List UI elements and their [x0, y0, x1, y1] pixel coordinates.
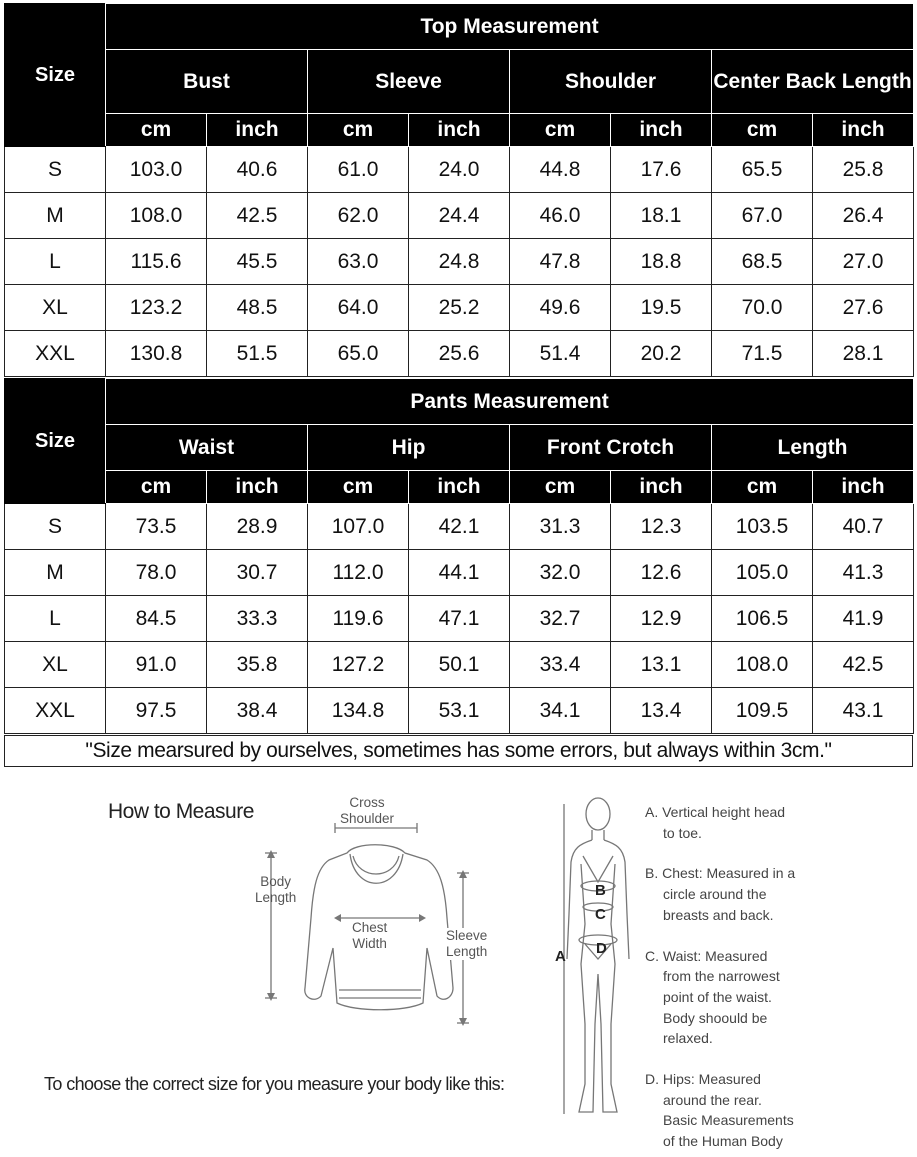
table-cell: 40.6 [207, 147, 308, 193]
table-cell: 61.0 [308, 147, 409, 193]
step-a: A. Vertical height head to toe. [645, 804, 786, 841]
size-label: L [5, 596, 106, 642]
unit-header: inch [207, 471, 308, 504]
table-cell: 51.5 [207, 331, 308, 377]
table-cell: 33.4 [510, 642, 611, 688]
table-cell: 50.1 [409, 642, 510, 688]
size-label: M [5, 193, 106, 239]
unit-header: cm [510, 471, 611, 504]
unit-header: cm [510, 114, 611, 147]
step-b: B. Chest: Measured in a circle around the breasts and back. [645, 865, 796, 923]
unit-header: inch [611, 114, 712, 147]
table-cell: 19.5 [611, 285, 712, 331]
table-row [5, 331, 914, 377]
pants-table-title: Pants Measurement [106, 379, 914, 425]
table-cell: 51.4 [510, 331, 611, 377]
pants-group-header: Length [712, 425, 914, 471]
body-figure-illustration [545, 794, 645, 1154]
table-row [5, 285, 914, 331]
unit-header: cm [712, 471, 813, 504]
chest-width-label: Chest Width [352, 920, 388, 951]
table-cell: 17.6 [611, 147, 712, 193]
table-cell: 109.5 [712, 688, 813, 734]
table-cell: 24.8 [409, 239, 510, 285]
table-row [5, 596, 914, 642]
top-group-header: Sleeve [308, 50, 510, 114]
table-cell: 63.0 [308, 239, 409, 285]
table-cell: 130.8 [106, 331, 207, 377]
table-cell: 123.2 [106, 285, 207, 331]
table-cell: 48.5 [207, 285, 308, 331]
table-cell: 13.1 [611, 642, 712, 688]
table-cell: 12.3 [611, 504, 712, 550]
size-label: XL [5, 642, 106, 688]
table-cell: 47.1 [409, 596, 510, 642]
table-cell: 49.6 [510, 285, 611, 331]
unit-header: cm [308, 471, 409, 504]
table-cell: 107.0 [308, 504, 409, 550]
figure-label-a: A [555, 948, 566, 965]
pants-group-header: Hip [308, 425, 510, 471]
table-cell: 70.0 [712, 285, 813, 331]
body-length-label: Body Length [255, 874, 297, 905]
table-row [5, 688, 914, 734]
size-label: XXL [5, 331, 106, 377]
table-cell: 27.6 [813, 285, 914, 331]
table-cell: 43.1 [813, 688, 914, 734]
table-cell: 119.6 [308, 596, 409, 642]
how-to-measure-section [0, 770, 917, 1157]
table-cell: 41.3 [813, 550, 914, 596]
table-cell: 42.5 [207, 193, 308, 239]
table-cell: 53.1 [409, 688, 510, 734]
unit-header: cm [712, 114, 813, 147]
table-row [5, 550, 914, 596]
table-cell: 34.1 [510, 688, 611, 734]
table-cell: 31.3 [510, 504, 611, 550]
table-row [5, 147, 914, 193]
table-cell: 32.0 [510, 550, 611, 596]
figure-label-b: B [595, 882, 606, 899]
table-cell: 33.3 [207, 596, 308, 642]
table-cell: 71.5 [712, 331, 813, 377]
table-cell: 68.5 [712, 239, 813, 285]
table-cell: 12.9 [611, 596, 712, 642]
table-cell: 65.0 [308, 331, 409, 377]
table-cell: 30.7 [207, 550, 308, 596]
table-cell: 25.6 [409, 331, 510, 377]
choose-size-instruction: To choose the correct size for you measure your body like this: [44, 1074, 505, 1094]
table-cell: 84.5 [106, 596, 207, 642]
unit-header: inch [813, 114, 914, 147]
table-cell: 42.5 [813, 642, 914, 688]
unit-header: inch [409, 114, 510, 147]
figure-label-d: D [596, 940, 607, 957]
table-cell: 97.5 [106, 688, 207, 734]
table-cell: 28.9 [207, 504, 308, 550]
top-size-header: Size [5, 4, 106, 147]
measure-steps [645, 802, 815, 1152]
size-label: XXL [5, 688, 106, 734]
table-cell: 35.8 [207, 642, 308, 688]
step-c: C. Waist: Measured from the narrowest point of the waist. Body shoould be relaxed. [645, 947, 780, 1047]
pants-size-header: Size [5, 379, 106, 504]
table-row [5, 239, 914, 285]
top-group-header: Center Back Length [712, 50, 914, 114]
top-group-header: Bust [106, 50, 308, 114]
figure-label-c: C [595, 906, 606, 923]
table-cell: 28.1 [813, 331, 914, 377]
table-cell: 112.0 [308, 550, 409, 596]
sleeve-length-label: Sleeve Length [446, 928, 488, 959]
table-cell: 25.2 [409, 285, 510, 331]
pants-group-header: Waist [106, 425, 308, 471]
table-row [5, 504, 914, 550]
table-cell: 103.0 [106, 147, 207, 193]
table-cell: 65.5 [712, 147, 813, 193]
table-cell: 24.0 [409, 147, 510, 193]
table-cell: 106.5 [712, 596, 813, 642]
size-label: XL [5, 285, 106, 331]
size-label: S [5, 147, 106, 193]
unit-header: inch [813, 471, 914, 504]
table-cell: 64.0 [308, 285, 409, 331]
table-cell: 62.0 [308, 193, 409, 239]
table-cell: 73.5 [106, 504, 207, 550]
table-cell: 41.9 [813, 596, 914, 642]
table-cell: 18.1 [611, 193, 712, 239]
table-cell: 26.4 [813, 193, 914, 239]
sweater-sketch-illustration [255, 798, 505, 1038]
unit-header: inch [207, 114, 308, 147]
size-label: L [5, 239, 106, 285]
table-cell: 24.4 [409, 193, 510, 239]
table-cell: 115.6 [106, 239, 207, 285]
table-cell: 13.4 [611, 688, 712, 734]
how-to-measure-title: How to Measure [108, 800, 254, 823]
table-cell: 45.5 [207, 239, 308, 285]
table-cell: 108.0 [106, 193, 207, 239]
table-cell: 103.5 [712, 504, 813, 550]
table-cell: 46.0 [510, 193, 611, 239]
table-cell: 44.8 [510, 147, 611, 193]
step-d: D. Hips: Measured around the rear. Basic Measurements of the Human Body [645, 1071, 794, 1150]
unit-header: inch [611, 471, 712, 504]
table-cell: 44.1 [409, 550, 510, 596]
unit-header: cm [106, 471, 207, 504]
measurement-note: "Size mearsured by ourselves, sometimes has some errors, but always within 3cm." [4, 735, 913, 767]
unit-header: cm [308, 114, 409, 147]
table-cell: 134.8 [308, 688, 409, 734]
pants-group-header: Front Crotch [510, 425, 712, 471]
top-group-header: Shoulder [510, 50, 712, 114]
table-cell: 40.7 [813, 504, 914, 550]
table-cell: 105.0 [712, 550, 813, 596]
cross-shoulder-label: Cross Shoulder [340, 795, 395, 826]
table-cell: 42.1 [409, 504, 510, 550]
table-cell: 12.6 [611, 550, 712, 596]
table-cell: 18.8 [611, 239, 712, 285]
table-row [5, 193, 914, 239]
table-cell: 20.2 [611, 331, 712, 377]
table-cell: 25.8 [813, 147, 914, 193]
table-cell: 67.0 [712, 193, 813, 239]
size-label: S [5, 504, 106, 550]
table-cell: 27.0 [813, 239, 914, 285]
size-label: M [5, 550, 106, 596]
table-cell: 91.0 [106, 642, 207, 688]
top-measurement-table [4, 3, 914, 377]
table-cell: 108.0 [712, 642, 813, 688]
unit-header: inch [409, 471, 510, 504]
pants-measurement-table [4, 378, 914, 734]
table-cell: 32.7 [510, 596, 611, 642]
table-cell: 78.0 [106, 550, 207, 596]
unit-header: cm [106, 114, 207, 147]
top-table-title: Top Measurement [106, 4, 914, 50]
table-row [5, 642, 914, 688]
table-cell: 47.8 [510, 239, 611, 285]
table-cell: 127.2 [308, 642, 409, 688]
table-cell: 38.4 [207, 688, 308, 734]
